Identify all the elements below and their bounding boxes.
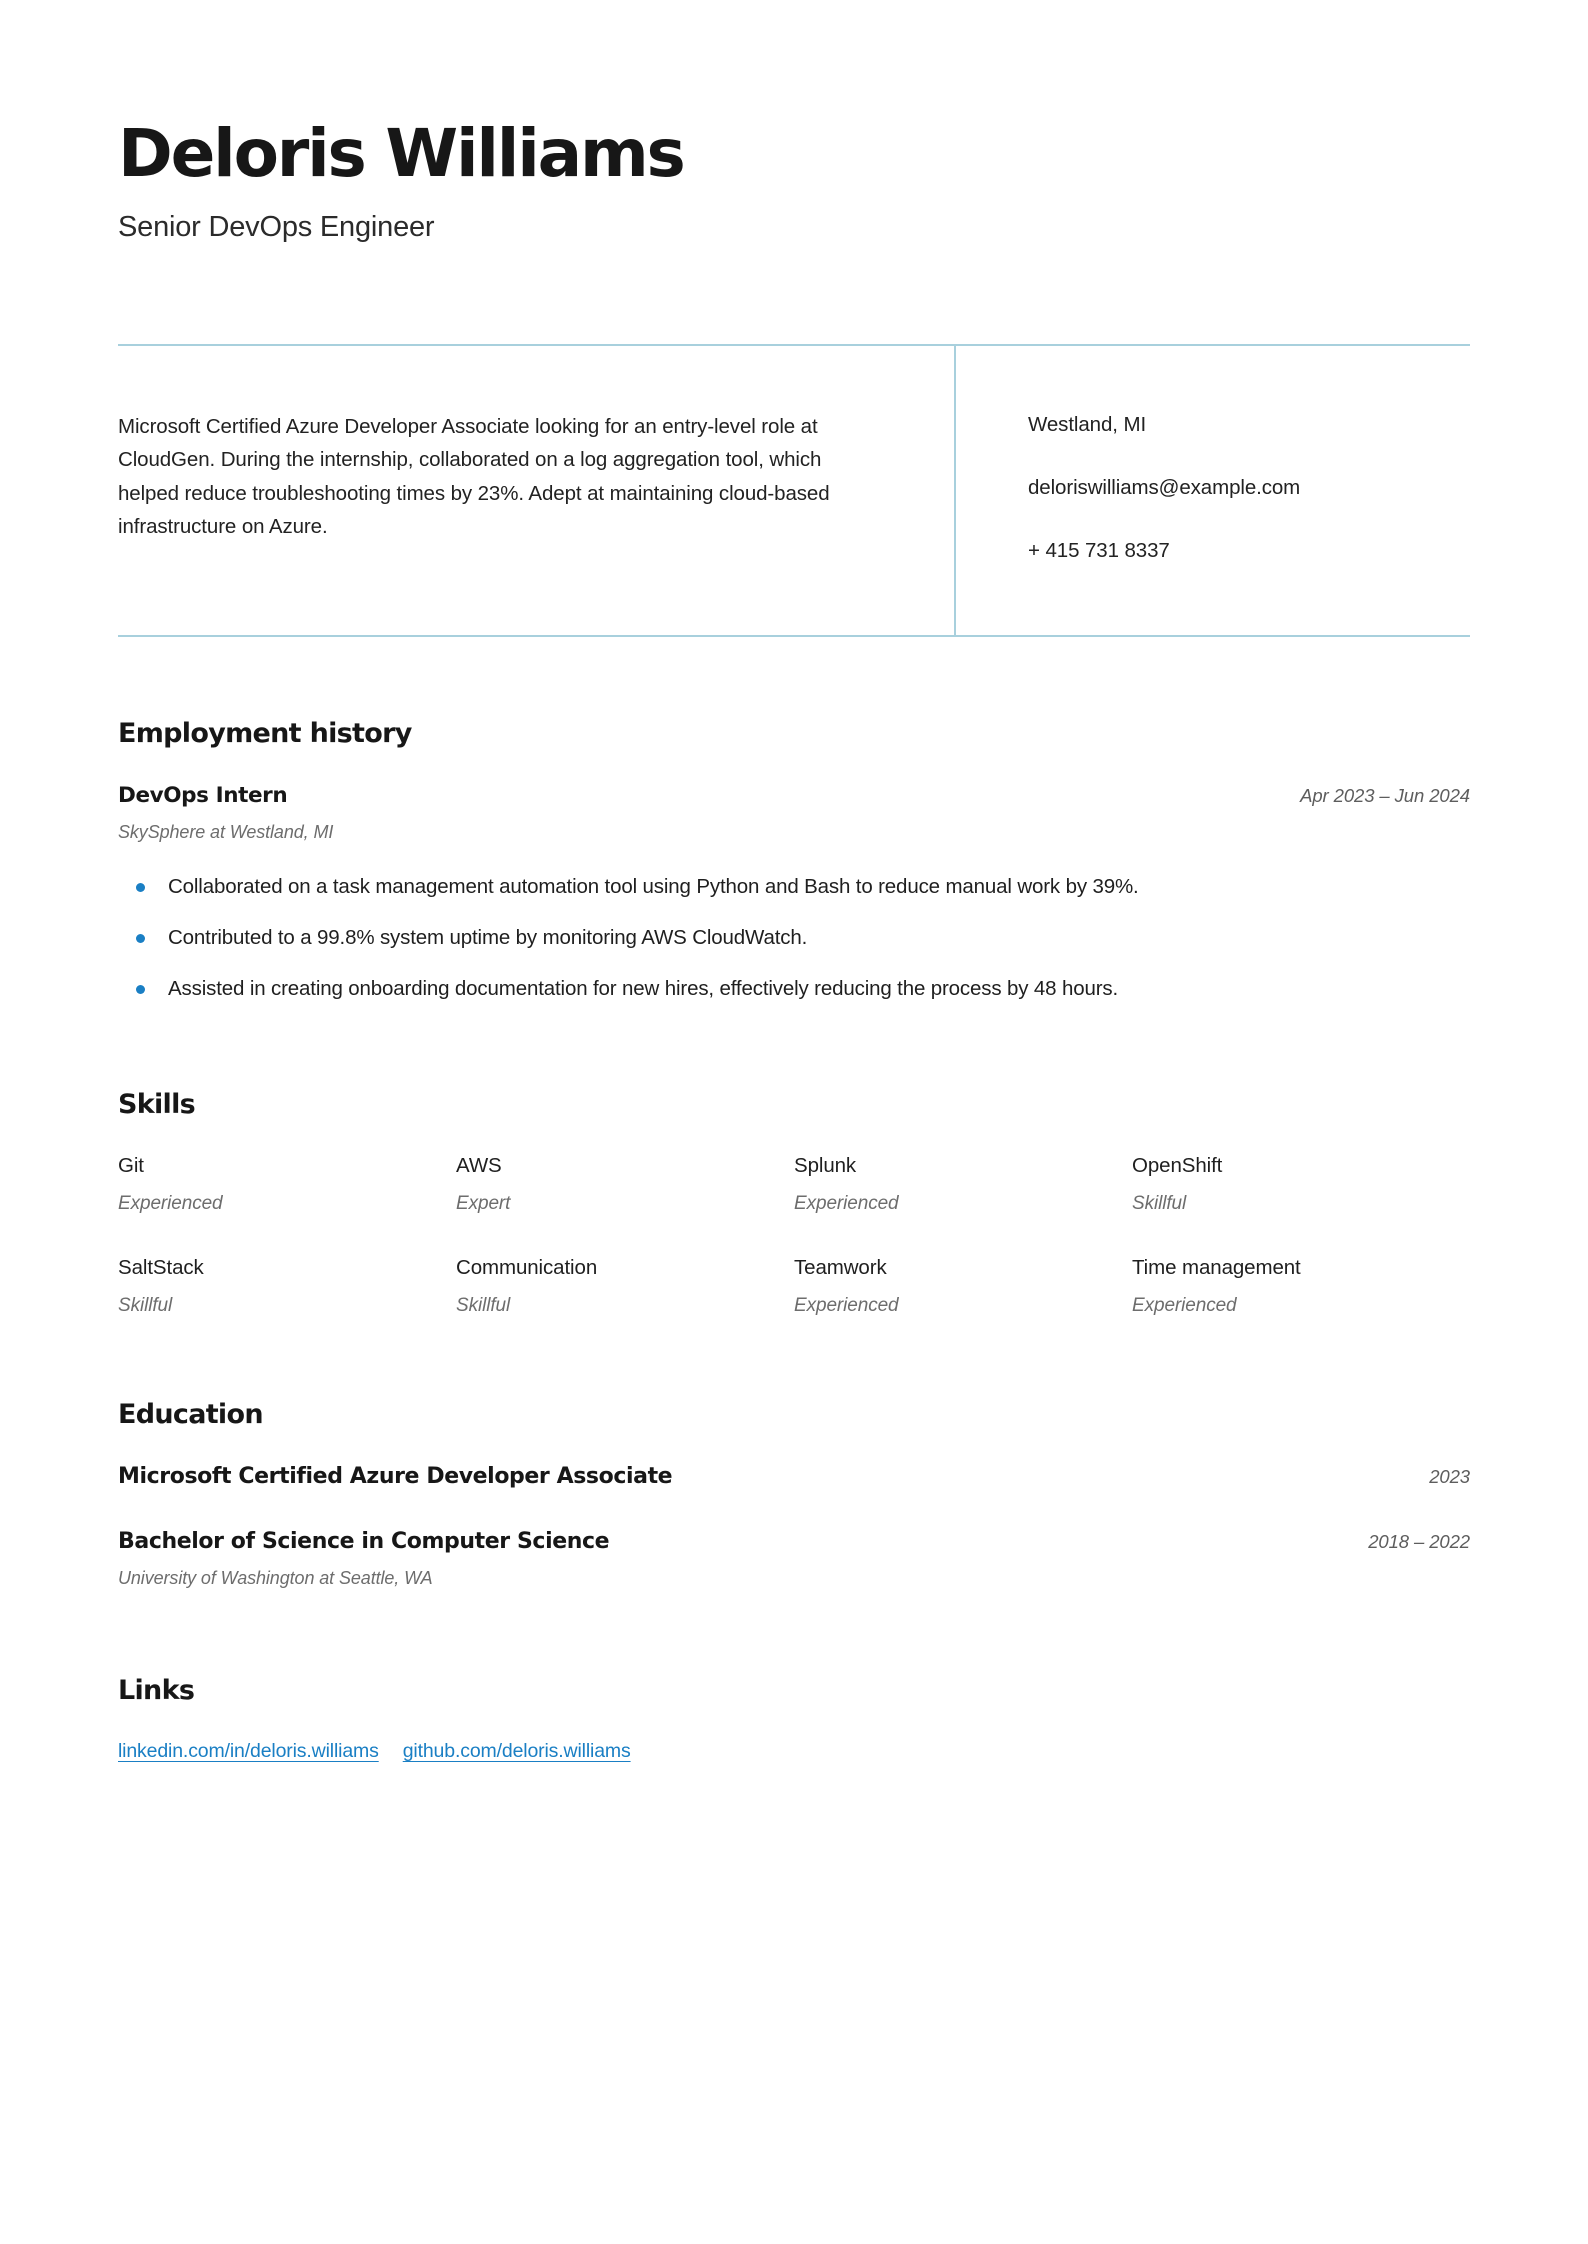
education-title: Bachelor of Science in Computer Science [118, 1529, 610, 1555]
bullet-text: Assisted in creating onboarding documentation for new hires, effectively reducing the process by 48 hours. [168, 976, 1119, 1000]
education-date-range: 2023 [1429, 1466, 1470, 1488]
skill-level: Experienced [794, 1295, 899, 1317]
section-heading-links: Links [118, 1675, 195, 1707]
section-skills [118, 1003, 1470, 1317]
skill-level: Skillful [456, 1295, 511, 1317]
skill-item [1132, 1154, 1470, 1215]
skill-item [118, 1154, 456, 1215]
skill-name: Splunk [794, 1154, 857, 1178]
skill-item [456, 1154, 794, 1215]
bullet-text: Collaborated on a task management automation tool using Python and Bash to reduce manual work by 39%. [168, 875, 1139, 899]
employment-bullet-list [118, 872, 1470, 1003]
skill-level: Experienced [794, 1193, 899, 1215]
skill-name: OpenShift [1132, 1154, 1223, 1178]
bullet-text: Contributed to a 99.8% system uptime by monitoring AWS CloudWatch. [168, 925, 808, 949]
bullet-dot-icon [136, 883, 145, 892]
employment-entry-header [118, 783, 1470, 808]
list-item [118, 974, 1470, 1004]
education-institution: University of Washington at Seattle, WA [118, 1568, 433, 1589]
employment-company: SkySphere at Westland, MI [118, 822, 334, 843]
bullet-dot-icon [136, 934, 145, 943]
section-heading-education: Education [118, 1399, 263, 1431]
vertical-divider [954, 346, 956, 635]
bullet-dot-icon [136, 985, 145, 994]
section-heading-skills: Skills [118, 1089, 196, 1121]
skills-grid [118, 1154, 1470, 1317]
education-entry [118, 1529, 1470, 1589]
skill-item [456, 1256, 794, 1317]
profile-summary: Microsoft Certified Azure Developer Associate looking for an entry-level role at CloudGen. During the internship, collaborated on a log aggregation tool, which helped reduce troubleshooting times by 23%. Adept at maintaining cloud-based infrastructure on Azure. [118, 415, 830, 538]
skill-name: Git [118, 1154, 144, 1178]
skill-item [794, 1154, 1132, 1215]
profile-summary-column [118, 346, 954, 635]
employment-entry [118, 783, 1470, 1003]
skill-level: Experienced [1132, 1295, 1237, 1317]
contact-location: Westland, MI [1028, 413, 1147, 437]
education-entry [118, 1464, 1470, 1489]
list-item [118, 923, 1470, 953]
section-education [118, 1317, 1470, 1589]
skill-name: Teamwork [794, 1256, 887, 1280]
employment-date-range: Apr 2023 – Jun 2024 [1300, 785, 1470, 807]
profile-contact-block [118, 344, 1470, 637]
section-links [118, 1589, 1470, 1763]
education-date-range: 2018 – 2022 [1368, 1531, 1470, 1553]
section-employment-history [118, 637, 1470, 1003]
employment-job-title: DevOps Intern [118, 783, 288, 809]
skill-name: Communication [456, 1256, 598, 1280]
skill-name: Time management [1132, 1256, 1301, 1280]
skill-item [118, 1256, 456, 1317]
education-title: Microsoft Certified Azure Developer Associate [118, 1464, 673, 1490]
education-entry-header [118, 1529, 1470, 1554]
skill-name: AWS [456, 1154, 502, 1178]
links-row [118, 1740, 1470, 1763]
skill-level: Expert [456, 1193, 511, 1215]
link-linkedin[interactable]: linkedin.com/in/deloris.williams [118, 1740, 379, 1763]
contact-phone: + 415 731 8337 [1028, 538, 1170, 562]
education-entry-header [118, 1464, 1470, 1489]
contact-column [954, 346, 1470, 635]
skill-name: SaltStack [118, 1256, 204, 1280]
resume-header [118, 0, 1470, 244]
skill-item [1132, 1256, 1470, 1317]
link-github[interactable]: github.com/deloris.williams [402, 1740, 631, 1763]
contact-email: deloriswilliams@example.com [1028, 476, 1301, 500]
skill-level: Skillful [118, 1295, 173, 1317]
candidate-name: Deloris Williams [118, 115, 684, 192]
section-heading-employment: Employment history [118, 718, 412, 750]
candidate-job-title: Senior DevOps Engineer [118, 211, 435, 244]
list-item [118, 872, 1470, 902]
skill-level: Skillful [1132, 1193, 1187, 1215]
skill-level: Experienced [118, 1193, 223, 1215]
skill-item [794, 1256, 1132, 1317]
